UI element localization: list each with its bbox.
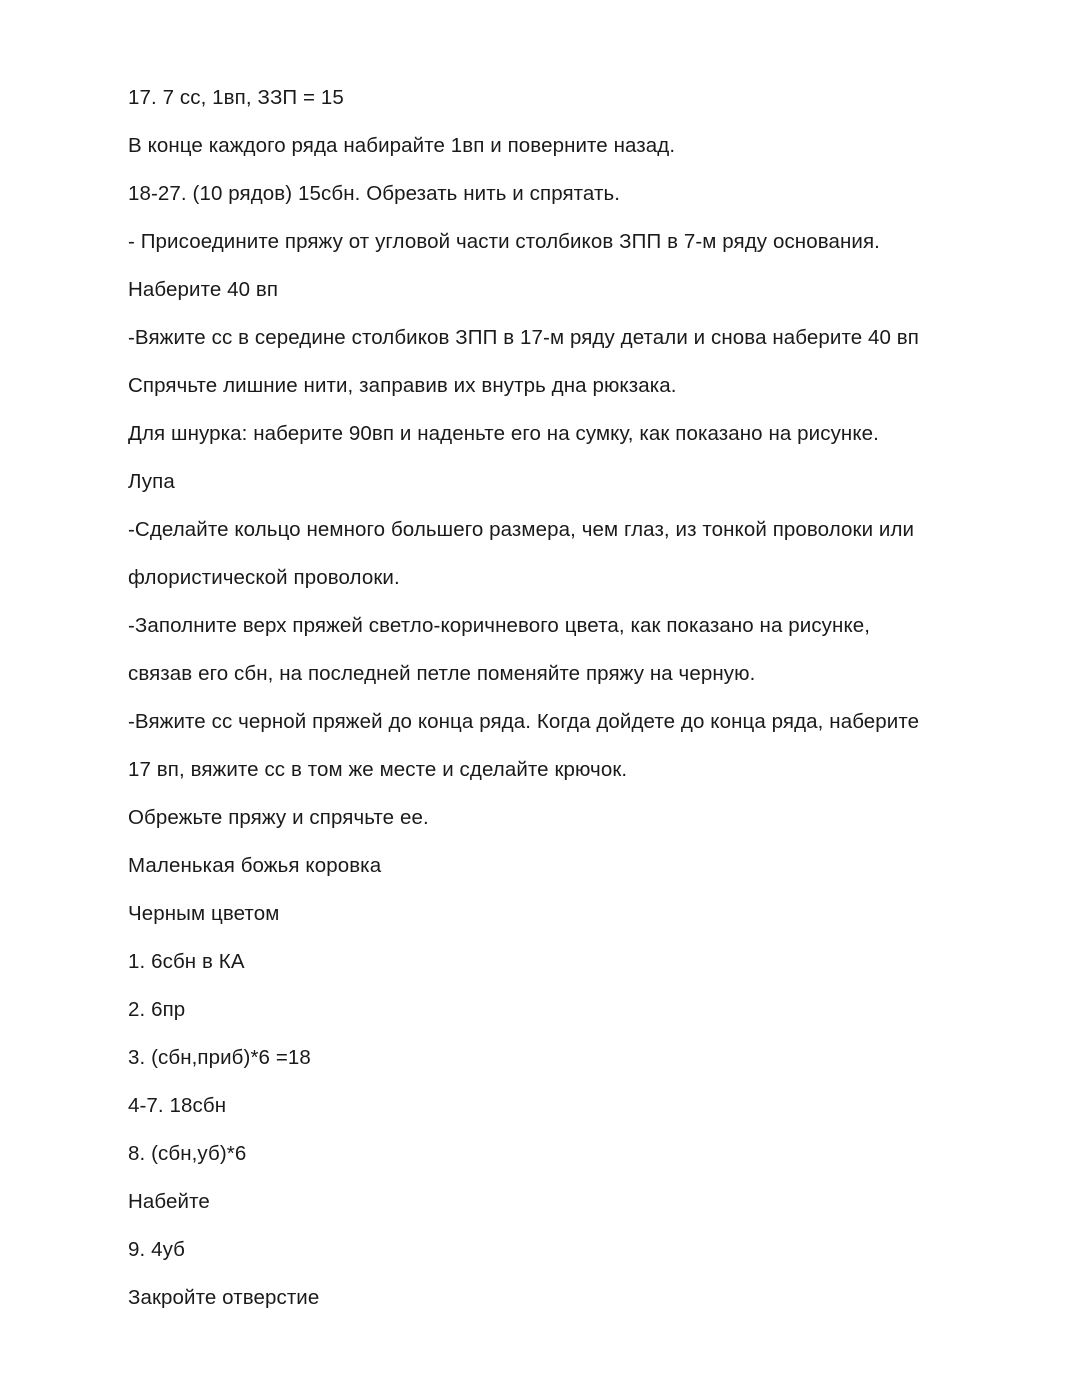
- document-line: Маленькая божья коровка: [128, 854, 382, 877]
- document-line: -Заполните верх пряжей светло-коричневого цвета, как показано на рисунке,: [128, 614, 871, 637]
- document-line: Лупа: [128, 470, 175, 493]
- document-line: -Сделайте кольцо немного большего размера, чем глаз, из тонкой проволоки или: [128, 518, 915, 541]
- document-line: -Вяжите сс черной пряжей до конца ряда. Когда дойдете до конца ряда, наберите: [128, 710, 920, 733]
- document-line: Спрячьте лишние нити, заправив их внутрь дна рюкзака.: [128, 374, 677, 397]
- document-line: 9. 4уб: [128, 1238, 186, 1261]
- document-line: 8. (сбн,уб)*6: [128, 1142, 247, 1165]
- document-line: связав его сбн, на последней петле поменяйте пряжу на черную.: [128, 662, 756, 685]
- document-line: 17. 7 сс, 1вп, ЗЗП = 15: [128, 86, 344, 109]
- document-line: Набейте: [128, 1190, 210, 1213]
- document-line: В конце каждого ряда набирайте 1вп и поверните назад.: [128, 134, 676, 157]
- document-line: 2. 6пр: [128, 998, 186, 1021]
- document-text-body: [128, 74, 928, 1322]
- document-line: 18-27. (10 рядов) 15сбн. Обрезать нить и спрятать.: [128, 182, 621, 205]
- document-line: -Вяжите сс в середине столбиков ЗПП в 17-м ряду детали и снова наберите 40 вп: [128, 326, 919, 349]
- document-line: флористической проволоки.: [128, 566, 400, 589]
- document-line: 4-7. 18сбн: [128, 1094, 227, 1117]
- document-line: Черным цветом: [128, 902, 280, 925]
- document-line: Наберите 40 вп: [128, 278, 279, 301]
- document-line: - Присоедините пряжу от угловой части столбиков ЗПП в 7-м ряду основания.: [128, 230, 880, 253]
- document-line: Обрежьте пряжу и спрячьте ее.: [128, 806, 429, 829]
- document-line: Для шнурка: наберите 90вп и наденьте его на сумку, как показано на рисунке.: [128, 422, 879, 445]
- document-line: Закройте отверстие: [128, 1286, 320, 1309]
- document-line: 1. 6сбн в КА: [128, 950, 245, 973]
- document-line: 17 вп, вяжите сс в том же месте и сделайте крючок.: [128, 758, 628, 781]
- document-line: 3. (сбн,приб)*6 =18: [128, 1046, 311, 1069]
